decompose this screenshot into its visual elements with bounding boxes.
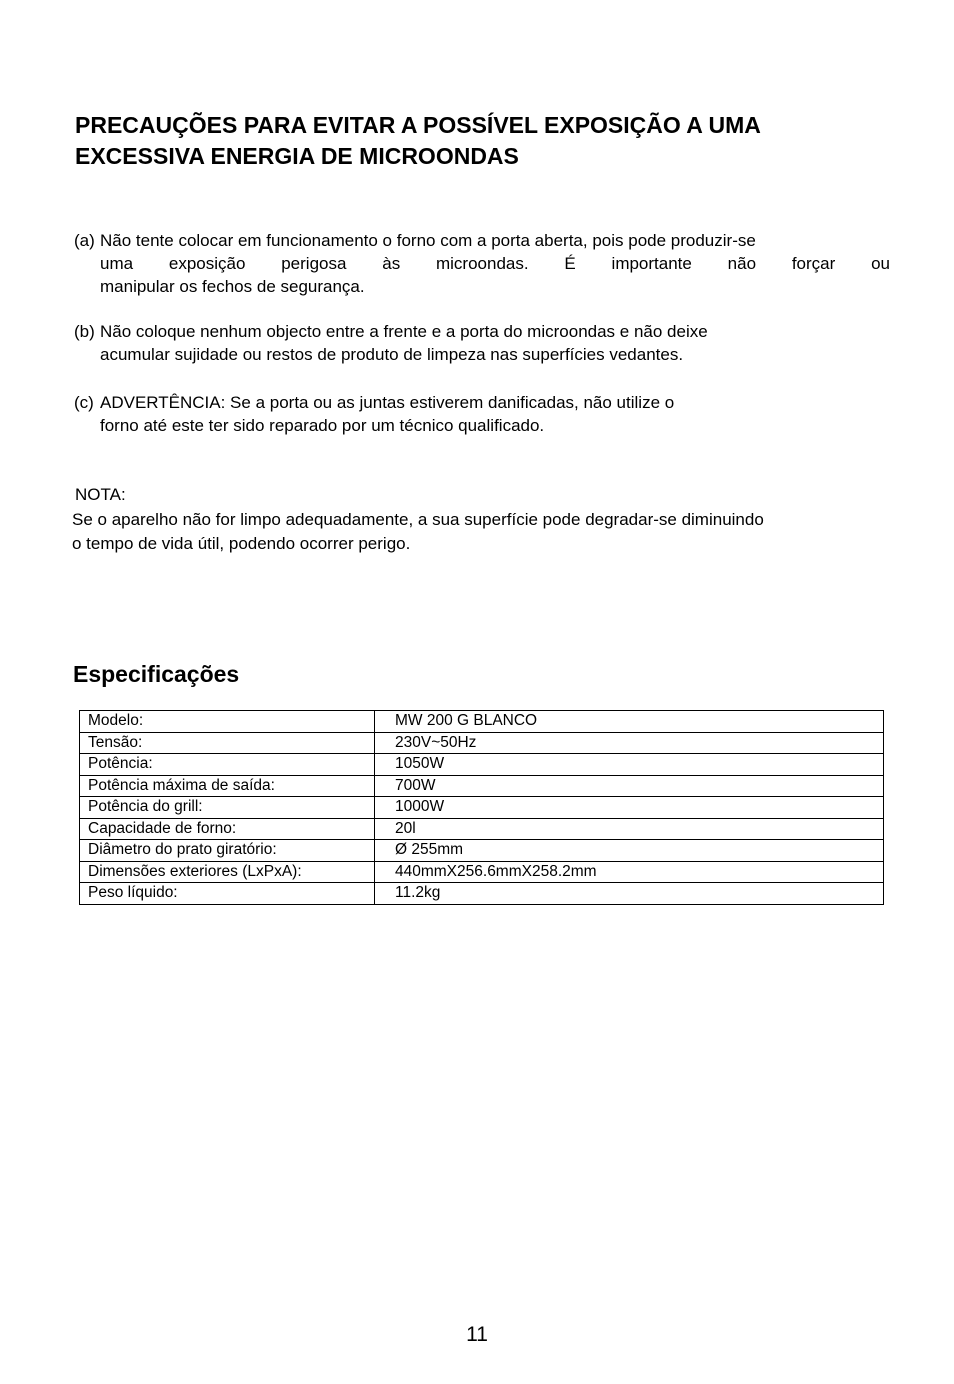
precaution-item-a <box>74 229 890 298</box>
spec-value: 700W <box>375 775 884 797</box>
page-number: 11 <box>466 1323 488 1346</box>
spec-label: Peso líquido: <box>80 883 375 905</box>
spec-label: Potência máxima de saída: <box>80 775 375 797</box>
precaution-text-line: acumular sujidade ou restos de produto de limpeza nas superfícies vedantes. <box>100 345 684 364</box>
spec-value: 440mmX256.6mmX258.2mm <box>375 861 884 883</box>
spec-label: Potência do grill: <box>80 797 375 819</box>
spec-label: Diâmetro do prato giratório: <box>80 840 375 862</box>
note-text-line: o tempo de vida útil, podendo ocorrer perigo. <box>72 534 411 553</box>
precaution-text-line: forno até este ter sido reparado por um técnico qualificado. <box>100 416 545 435</box>
spec-label: Tensão: <box>80 732 375 754</box>
table-row <box>80 775 884 797</box>
note-text <box>72 508 892 556</box>
note-text-line: Se o aparelho não for limpo adequadamente, a sua superfície pode degradar-se diminuindo <box>72 510 764 529</box>
page-title-line-1: PRECAUÇÕES PARA EVITAR A POSSÍVEL EXPOSIÇÃO A UMA <box>75 112 761 138</box>
spec-value: MW 200 G BLANCO <box>375 711 884 733</box>
spec-label: Dimensões exteriores (LxPxA): <box>80 861 375 883</box>
table-row <box>80 797 884 819</box>
specifications-table <box>79 710 884 905</box>
spec-value: 1000W <box>375 797 884 819</box>
precaution-marker: (b) <box>74 322 95 341</box>
specifications-title: Especificações <box>73 661 240 688</box>
spec-value: 230V~50Hz <box>375 732 884 754</box>
spec-value: Ø 255mm <box>375 840 884 862</box>
table-row <box>80 840 884 862</box>
precaution-item-c <box>74 391 890 437</box>
precaution-text-line: Não tente colocar em funcionamento o forno com a porta aberta, pois pode produzir-se <box>100 231 756 250</box>
spec-value: 11.2kg <box>375 883 884 905</box>
precaution-text-line: Não coloque nenhum objecto entre a frente e a porta do microondas e não deixe <box>100 322 708 341</box>
spec-value: 20l <box>375 818 884 840</box>
precaution-text-line: ADVERTÊNCIA: Se a porta ou as juntas estiverem danificadas, não utilize o <box>100 393 675 412</box>
precaution-marker: (c) <box>74 393 94 412</box>
page-title-line-2: EXCESSIVA ENERGIA DE MICROONDAS <box>75 143 519 169</box>
precaution-text-line: uma exposição perigosa às microondas. É importante não forçar ou <box>100 254 890 273</box>
precaution-item-b <box>74 320 890 366</box>
precaution-marker: (a) <box>74 231 95 250</box>
table-row <box>80 711 884 733</box>
spec-label: Potência: <box>80 754 375 776</box>
table-row <box>80 818 884 840</box>
note-label: NOTA: <box>75 485 126 504</box>
spec-label: Modelo: <box>80 711 375 733</box>
table-row <box>80 861 884 883</box>
page-title <box>75 110 895 172</box>
table-row <box>80 732 884 754</box>
spec-label: Capacidade de forno: <box>80 818 375 840</box>
table-row <box>80 754 884 776</box>
precaution-text-line: manipular os fechos de segurança. <box>100 277 365 296</box>
table-row <box>80 883 884 905</box>
spec-value: 1050W <box>375 754 884 776</box>
